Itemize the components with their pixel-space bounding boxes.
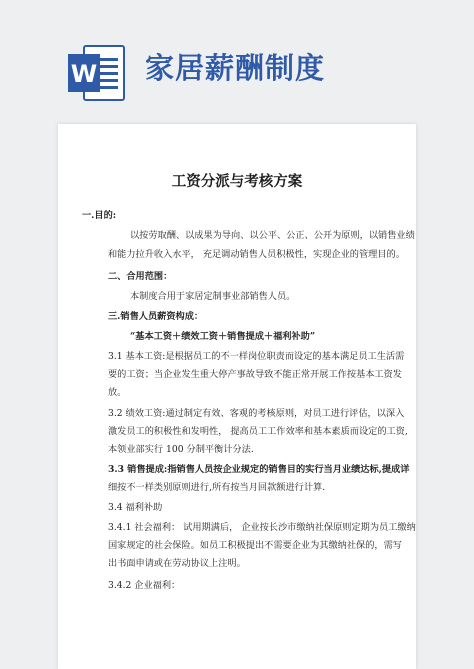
paragraph-line: 细按不一样类别原则进行,所有按当月回款额进行计算. <box>108 482 326 493</box>
section-heading: 二、合用范围： <box>108 271 173 282</box>
paragraph-line: 出书面申请或在劳动协议上注明。 <box>108 558 246 569</box>
section-heading: 三.销售人员薪资构成： <box>108 311 204 322</box>
paragraph-line: 本领业部实行 100 分制平衡计分法. <box>108 444 254 455</box>
paragraph-line: 国家规定的社会保险。如员工积极提出不需要企业为其缴纳社保的，需写 <box>108 540 402 551</box>
document-page <box>58 124 416 669</box>
paragraph-line: 激发员工的积极性和发明性， 提高员工工作效率和基本素质而设定的工资, <box>108 426 408 437</box>
section-heading: 3.4 福利补助 <box>108 502 163 513</box>
word-icon <box>66 40 126 106</box>
paragraph-line: 以按劳取酬、以成果为导向、以公平、公正、公开为原则，以销售业绩 <box>130 230 415 241</box>
paragraph-line: 放。 <box>108 387 127 398</box>
formula-line: “基本工资＋绩效工资＋销售提成＋福利补助” <box>130 331 316 342</box>
paragraph-line: 3.3 销售提成:指销售人员按企业规定的销售目的实行当月业绩达标,提成详 <box>108 464 410 475</box>
paragraph-line: 要的工资；当企业发生重大停产事故导致不能正常开展工作按基本工资发 <box>108 369 402 380</box>
header <box>0 0 474 120</box>
page-title: 家居薪酬制度 <box>145 51 326 85</box>
paragraph-line: 3.2 绩效工资:通过制定有效、客观的考核原则，对员工进行评估，以深入 <box>108 408 405 419</box>
section-heading: 3.4.2 企业福利： <box>108 580 181 591</box>
document-title: 工资分派与考核方案 <box>171 173 303 190</box>
paragraph-line: 3.1 基本工资:是根据员工的不一样岗位职责而设定的基本满足员工生活需 <box>108 351 405 362</box>
svg-text:W: W <box>70 60 98 88</box>
section-heading: 一.目的: <box>82 210 117 221</box>
paragraph-line: 和能力拉升收入水平， 充足调动销售人员积极性，实现企业的管理目的。 <box>108 249 405 260</box>
paragraph-line: 3.4.1 社会福利： 试用期满后， 企业按长沙市缴纳社保原则定期为员工缴纳 <box>108 522 416 533</box>
paragraph-line: 本制度合用于家居定制事业部销售人员。 <box>130 291 296 302</box>
